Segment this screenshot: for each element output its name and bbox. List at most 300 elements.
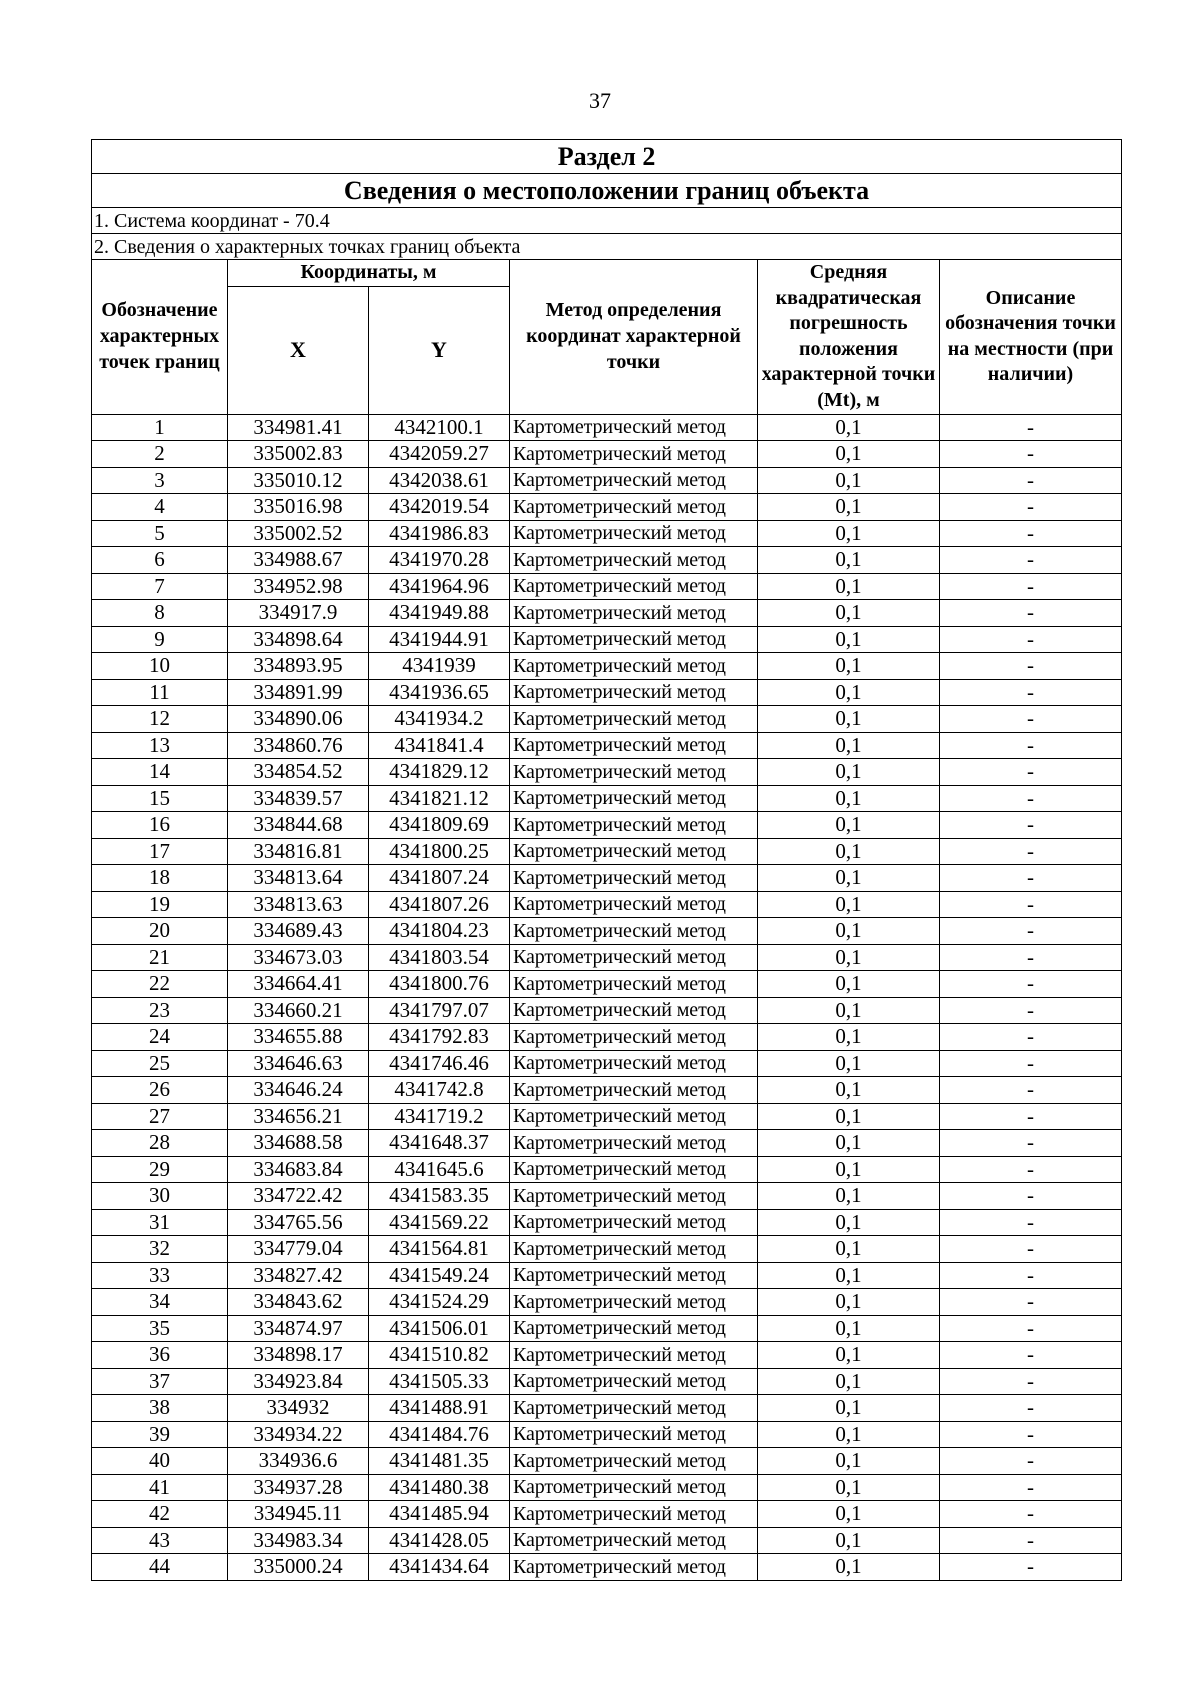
table-row: [92, 494, 1122, 521]
cell-description: -: [940, 573, 1122, 600]
table-row: [92, 1368, 1122, 1395]
cell-point-number: 24: [92, 1024, 228, 1051]
cell-method: Картометрический метод: [510, 653, 758, 680]
cell-y: 4341484.76: [369, 1421, 510, 1448]
cell-y: 4341807.24: [369, 865, 510, 892]
cell-method: Картометрический метод: [510, 1077, 758, 1104]
cell-error: 0,1: [758, 547, 940, 574]
cell-x: 334722.42: [228, 1183, 369, 1210]
cell-x: 335002.52: [228, 520, 369, 547]
cell-method: Картометрический метод: [510, 1209, 758, 1236]
table-row: [92, 706, 1122, 733]
table-row: [92, 971, 1122, 998]
cell-y: 4342059.27: [369, 441, 510, 468]
cell-point-number: 16: [92, 812, 228, 839]
cell-method: Картометрический метод: [510, 1395, 758, 1422]
cell-y: 4341583.35: [369, 1183, 510, 1210]
cell-x: 334827.42: [228, 1262, 369, 1289]
table-row: [92, 1183, 1122, 1210]
cell-point-number: 33: [92, 1262, 228, 1289]
cell-method: Картометрический метод: [510, 971, 758, 998]
cell-point-number: 41: [92, 1474, 228, 1501]
cell-y: 4341800.25: [369, 838, 510, 865]
cell-x: 334660.21: [228, 997, 369, 1024]
cell-description: -: [940, 520, 1122, 547]
cell-y: 4341645.6: [369, 1156, 510, 1183]
cell-y: 4341829.12: [369, 759, 510, 786]
table-row: [92, 1024, 1122, 1051]
cell-point-number: 11: [92, 679, 228, 706]
cell-x: 334981.41: [228, 414, 369, 441]
cell-y: 4341524.29: [369, 1289, 510, 1316]
cell-y: 4341821.12: [369, 785, 510, 812]
cell-error: 0,1: [758, 679, 940, 706]
cell-description: -: [940, 600, 1122, 627]
cell-method: Картометрический метод: [510, 626, 758, 653]
cell-error: 0,1: [758, 1527, 940, 1554]
cell-error: 0,1: [758, 494, 940, 521]
cell-description: -: [940, 1130, 1122, 1157]
table-row: [92, 1103, 1122, 1130]
cell-method: Картометрический метод: [510, 414, 758, 441]
cell-y: 4341505.33: [369, 1368, 510, 1395]
cell-method: Картометрический метод: [510, 997, 758, 1024]
cell-description: -: [940, 626, 1122, 653]
cell-point-number: 4: [92, 494, 228, 521]
cell-description: -: [940, 944, 1122, 971]
section-subtitle-row: [92, 174, 1122, 208]
cell-x: 334839.57: [228, 785, 369, 812]
cell-description: -: [940, 997, 1122, 1024]
cell-error: 0,1: [758, 1024, 940, 1051]
table-row: [92, 653, 1122, 680]
table-row: [92, 838, 1122, 865]
cell-method: Картометрический метод: [510, 732, 758, 759]
cell-method: Картометрический метод: [510, 1236, 758, 1263]
cell-x: 334854.52: [228, 759, 369, 786]
header-y: Y: [369, 287, 510, 414]
cell-description: -: [940, 1156, 1122, 1183]
cell-error: 0,1: [758, 1421, 940, 1448]
table-row: [92, 1130, 1122, 1157]
cell-y: 4341964.96: [369, 573, 510, 600]
cell-method: Картометрический метод: [510, 1342, 758, 1369]
cell-y: 4341549.24: [369, 1262, 510, 1289]
cell-point-number: 27: [92, 1103, 228, 1130]
cell-x: 334813.64: [228, 865, 369, 892]
cell-y: 4341800.76: [369, 971, 510, 998]
cell-description: -: [940, 1024, 1122, 1051]
cell-description: -: [940, 1103, 1122, 1130]
cell-method: Картометрический метод: [510, 918, 758, 945]
cell-x: 334934.22: [228, 1421, 369, 1448]
info-row-points: [92, 234, 1122, 260]
cell-error: 0,1: [758, 1289, 940, 1316]
table-row: [92, 547, 1122, 574]
cell-y: 4341434.64: [369, 1554, 510, 1581]
cell-description: -: [940, 1183, 1122, 1210]
table-row: [92, 573, 1122, 600]
table-row: [92, 441, 1122, 468]
cell-x: 334988.67: [228, 547, 369, 574]
cell-method: Картометрический метод: [510, 1262, 758, 1289]
coordinate-system-line: 1. Система координат - 70.4: [92, 208, 1122, 234]
cell-method: Картометрический метод: [510, 1130, 758, 1157]
cell-method: Картометрический метод: [510, 1156, 758, 1183]
table-row: [92, 891, 1122, 918]
cell-error: 0,1: [758, 1554, 940, 1581]
cell-method: Картометрический метод: [510, 706, 758, 733]
cell-point-number: 32: [92, 1236, 228, 1263]
cell-error: 0,1: [758, 838, 940, 865]
cell-error: 0,1: [758, 1501, 940, 1528]
cell-point-number: 31: [92, 1209, 228, 1236]
cell-y: 4341986.83: [369, 520, 510, 547]
cell-y: 4341480.38: [369, 1474, 510, 1501]
table-row: [92, 600, 1122, 627]
table-row: [92, 1474, 1122, 1501]
cell-y: 4341936.65: [369, 679, 510, 706]
header-point-designation: Обозначение характерных точек границ: [92, 260, 228, 415]
table-row: [92, 1236, 1122, 1263]
cell-x: 334891.99: [228, 679, 369, 706]
table-row: [92, 759, 1122, 786]
cell-description: -: [940, 865, 1122, 892]
cell-error: 0,1: [758, 1236, 940, 1263]
cell-error: 0,1: [758, 1474, 940, 1501]
cell-x: 334932: [228, 1395, 369, 1422]
cell-description: -: [940, 1289, 1122, 1316]
cell-point-number: 44: [92, 1554, 228, 1581]
header-row-top: [92, 260, 1122, 287]
cell-point-number: 36: [92, 1342, 228, 1369]
cell-x: 334843.62: [228, 1289, 369, 1316]
cell-x: 334893.95: [228, 653, 369, 680]
table-row: [92, 1448, 1122, 1475]
cell-point-number: 25: [92, 1050, 228, 1077]
table-row: [92, 679, 1122, 706]
cell-x: 334917.9: [228, 600, 369, 627]
cell-description: -: [940, 891, 1122, 918]
cell-y: 4341506.01: [369, 1315, 510, 1342]
cell-point-number: 2: [92, 441, 228, 468]
cell-point-number: 15: [92, 785, 228, 812]
cell-y: 4341970.28: [369, 547, 510, 574]
cell-point-number: 22: [92, 971, 228, 998]
cell-x: 334689.43: [228, 918, 369, 945]
cell-point-number: 30: [92, 1183, 228, 1210]
table-row: [92, 944, 1122, 971]
cell-description: -: [940, 1209, 1122, 1236]
cell-error: 0,1: [758, 1103, 940, 1130]
cell-x: 334898.64: [228, 626, 369, 653]
section-title: Раздел 2: [92, 140, 1122, 174]
table-row: [92, 520, 1122, 547]
table-row: [92, 1554, 1122, 1581]
cell-y: 4341944.91: [369, 626, 510, 653]
cell-x: 335010.12: [228, 467, 369, 494]
cell-x: 334664.41: [228, 971, 369, 998]
cell-description: -: [940, 1474, 1122, 1501]
cell-description: -: [940, 414, 1122, 441]
table-row: [92, 1527, 1122, 1554]
cell-error: 0,1: [758, 1368, 940, 1395]
cell-error: 0,1: [758, 1395, 940, 1422]
cell-point-number: 29: [92, 1156, 228, 1183]
cell-point-number: 19: [92, 891, 228, 918]
cell-y: 4341510.82: [369, 1342, 510, 1369]
cell-method: Картометрический метод: [510, 1421, 758, 1448]
cell-point-number: 38: [92, 1395, 228, 1422]
cell-y: 4341746.46: [369, 1050, 510, 1077]
cell-y: 4341807.26: [369, 891, 510, 918]
cell-description: -: [940, 785, 1122, 812]
cell-method: Картометрический метод: [510, 1289, 758, 1316]
cell-point-number: 35: [92, 1315, 228, 1342]
cell-point-number: 34: [92, 1289, 228, 1316]
cell-description: -: [940, 1368, 1122, 1395]
cell-method: Картометрический метод: [510, 1103, 758, 1130]
cell-description: -: [940, 1554, 1122, 1581]
cell-x: 334936.6: [228, 1448, 369, 1475]
cell-x: 334673.03: [228, 944, 369, 971]
table-row: [92, 1077, 1122, 1104]
cell-method: Картометрический метод: [510, 1448, 758, 1475]
cell-error: 0,1: [758, 1156, 940, 1183]
cell-y: 4341742.8: [369, 1077, 510, 1104]
cell-x: 334874.97: [228, 1315, 369, 1342]
cell-method: Картометрический метод: [510, 600, 758, 627]
cell-description: -: [940, 838, 1122, 865]
table-row: [92, 1262, 1122, 1289]
table-row: [92, 1209, 1122, 1236]
cell-y: 4341564.81: [369, 1236, 510, 1263]
cell-x: 334646.24: [228, 1077, 369, 1104]
cell-point-number: 6: [92, 547, 228, 574]
cell-y: 4341569.22: [369, 1209, 510, 1236]
cell-point-number: 10: [92, 653, 228, 680]
cell-error: 0,1: [758, 573, 940, 600]
cell-x: 334779.04: [228, 1236, 369, 1263]
cell-method: Картометрический метод: [510, 1183, 758, 1210]
table-row: [92, 732, 1122, 759]
cell-error: 0,1: [758, 944, 940, 971]
cell-method: Картометрический метод: [510, 679, 758, 706]
boundary-points-table: [91, 139, 1122, 1581]
cell-error: 0,1: [758, 918, 940, 945]
table-row: [92, 1050, 1122, 1077]
cell-point-number: 17: [92, 838, 228, 865]
cell-method: Картометрический метод: [510, 441, 758, 468]
cell-x: 334937.28: [228, 1474, 369, 1501]
cell-x: 334983.34: [228, 1527, 369, 1554]
cell-y: 4341485.94: [369, 1501, 510, 1528]
info-row-coordinate-system: [92, 208, 1122, 234]
cell-point-number: 23: [92, 997, 228, 1024]
cell-description: -: [940, 1342, 1122, 1369]
cell-description: -: [940, 679, 1122, 706]
cell-description: -: [940, 1421, 1122, 1448]
cell-method: Картометрический метод: [510, 1501, 758, 1528]
cell-point-number: 1: [92, 414, 228, 441]
cell-point-number: 37: [92, 1368, 228, 1395]
cell-error: 0,1: [758, 1315, 940, 1342]
cell-method: Картометрический метод: [510, 759, 758, 786]
section-title-row: [92, 140, 1122, 174]
cell-description: -: [940, 653, 1122, 680]
cell-method: Картометрический метод: [510, 494, 758, 521]
cell-method: Картометрический метод: [510, 1527, 758, 1554]
cell-point-number: 12: [92, 706, 228, 733]
cell-method: Картометрический метод: [510, 520, 758, 547]
cell-method: Картометрический метод: [510, 785, 758, 812]
cell-description: -: [940, 1262, 1122, 1289]
cell-description: -: [940, 1501, 1122, 1528]
cell-y: 4341792.83: [369, 1024, 510, 1051]
cell-error: 0,1: [758, 971, 940, 998]
cell-error: 0,1: [758, 653, 940, 680]
cell-description: -: [940, 759, 1122, 786]
table-row: [92, 1501, 1122, 1528]
cell-error: 0,1: [758, 626, 940, 653]
cell-method: Картометрический метод: [510, 1368, 758, 1395]
cell-method: Картометрический метод: [510, 547, 758, 574]
cell-x: 334813.63: [228, 891, 369, 918]
table-row: [92, 1395, 1122, 1422]
cell-description: -: [940, 1050, 1122, 1077]
table-row: [92, 1421, 1122, 1448]
cell-point-number: 18: [92, 865, 228, 892]
cell-x: 334952.98: [228, 573, 369, 600]
cell-error: 0,1: [758, 785, 940, 812]
points-info-line: 2. Сведения о характерных точках границ объекта: [92, 234, 1122, 260]
header-description: Описание обозначения точки на местности (при наличии): [940, 260, 1122, 415]
cell-y: 4341804.23: [369, 918, 510, 945]
table-row: [92, 626, 1122, 653]
cell-error: 0,1: [758, 414, 940, 441]
cell-x: 334688.58: [228, 1130, 369, 1157]
cell-y: 4341797.07: [369, 997, 510, 1024]
cell-x: 334860.76: [228, 732, 369, 759]
cell-description: -: [940, 918, 1122, 945]
cell-description: -: [940, 1395, 1122, 1422]
cell-y: 4341939: [369, 653, 510, 680]
cell-y: 4341648.37: [369, 1130, 510, 1157]
cell-error: 0,1: [758, 441, 940, 468]
cell-point-number: 14: [92, 759, 228, 786]
cell-error: 0,1: [758, 1262, 940, 1289]
cell-error: 0,1: [758, 1448, 940, 1475]
cell-error: 0,1: [758, 1130, 940, 1157]
cell-point-number: 3: [92, 467, 228, 494]
cell-description: -: [940, 467, 1122, 494]
cell-description: -: [940, 1448, 1122, 1475]
cell-y: 4341934.2: [369, 706, 510, 733]
cell-error: 0,1: [758, 1342, 940, 1369]
cell-error: 0,1: [758, 759, 940, 786]
cell-point-number: 9: [92, 626, 228, 653]
cell-x: 334890.06: [228, 706, 369, 733]
cell-description: -: [940, 441, 1122, 468]
cell-error: 0,1: [758, 997, 940, 1024]
table-row: [92, 1289, 1122, 1316]
header-error: Средняя квадратическая погрешность положения характерной точки (Mt), м: [758, 260, 940, 415]
cell-x: 335000.24: [228, 1554, 369, 1581]
cell-error: 0,1: [758, 812, 940, 839]
cell-point-number: 43: [92, 1527, 228, 1554]
cell-method: Картометрический метод: [510, 573, 758, 600]
cell-x: 334844.68: [228, 812, 369, 839]
header-coordinates: Координаты, м: [228, 260, 510, 287]
cell-x: 335016.98: [228, 494, 369, 521]
cell-method: Картометрический метод: [510, 944, 758, 971]
cell-description: -: [940, 547, 1122, 574]
cell-error: 0,1: [758, 891, 940, 918]
cell-method: Картометрический метод: [510, 1554, 758, 1581]
cell-error: 0,1: [758, 865, 940, 892]
cell-method: Картометрический метод: [510, 1474, 758, 1501]
header-x: X: [228, 287, 369, 414]
table-row: [92, 812, 1122, 839]
cell-x: 334923.84: [228, 1368, 369, 1395]
cell-description: -: [940, 732, 1122, 759]
cell-y: 4341809.69: [369, 812, 510, 839]
cell-y: 4341488.91: [369, 1395, 510, 1422]
cell-description: -: [940, 1315, 1122, 1342]
cell-method: Картометрический метод: [510, 1024, 758, 1051]
cell-x: 334898.17: [228, 1342, 369, 1369]
cell-y: 4341803.54: [369, 944, 510, 971]
cell-y: 4342100.1: [369, 414, 510, 441]
cell-description: -: [940, 971, 1122, 998]
header-method: Метод определения координат характерной точки: [510, 260, 758, 415]
cell-description: -: [940, 706, 1122, 733]
cell-description: -: [940, 1527, 1122, 1554]
cell-x: 334683.84: [228, 1156, 369, 1183]
cell-x: 334655.88: [228, 1024, 369, 1051]
cell-error: 0,1: [758, 1050, 940, 1077]
cell-x: 334945.11: [228, 1501, 369, 1528]
page-number: 37: [589, 88, 611, 113]
cell-error: 0,1: [758, 600, 940, 627]
cell-method: Картометрический метод: [510, 838, 758, 865]
cell-method: Картометрический метод: [510, 1050, 758, 1077]
table-row: [92, 865, 1122, 892]
cell-point-number: 42: [92, 1501, 228, 1528]
cell-point-number: 5: [92, 520, 228, 547]
cell-x: 334646.63: [228, 1050, 369, 1077]
cell-description: -: [940, 1077, 1122, 1104]
table-row: [92, 997, 1122, 1024]
cell-error: 0,1: [758, 1183, 940, 1210]
cell-point-number: 39: [92, 1421, 228, 1448]
cell-error: 0,1: [758, 1209, 940, 1236]
cell-y: 4341719.2: [369, 1103, 510, 1130]
cell-point-number: 8: [92, 600, 228, 627]
cell-point-number: 20: [92, 918, 228, 945]
table-row: [92, 414, 1122, 441]
cell-x: 334765.56: [228, 1209, 369, 1236]
cell-y: 4341428.05: [369, 1527, 510, 1554]
cell-error: 0,1: [758, 467, 940, 494]
cell-point-number: 40: [92, 1448, 228, 1475]
cell-method: Картометрический метод: [510, 865, 758, 892]
cell-method: Картометрический метод: [510, 891, 758, 918]
table-row: [92, 467, 1122, 494]
cell-description: -: [940, 494, 1122, 521]
cell-method: Картометрический метод: [510, 812, 758, 839]
cell-y: 4342038.61: [369, 467, 510, 494]
